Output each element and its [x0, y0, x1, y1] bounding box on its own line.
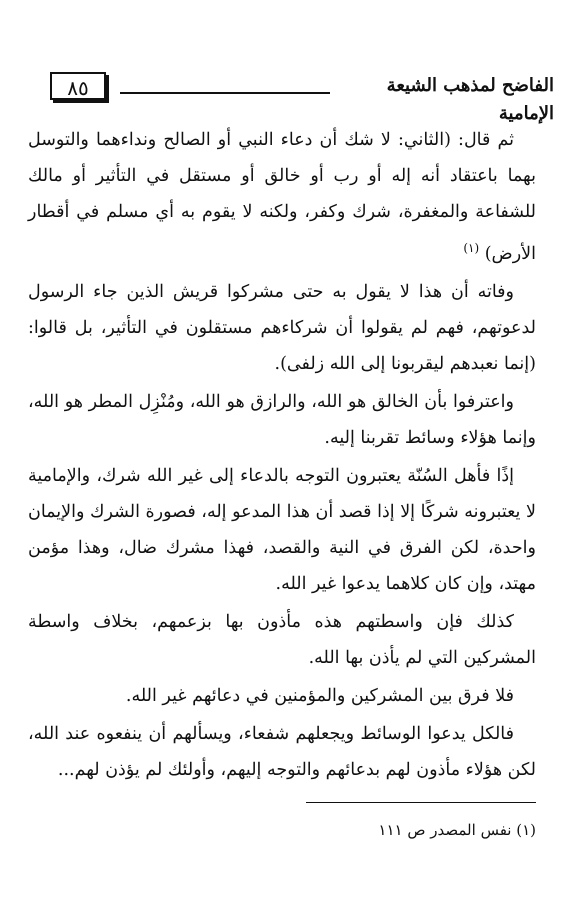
footnote: (١) نفس المصدر ص ١١١	[378, 821, 536, 839]
body-text	[28, 122, 536, 790]
paragraph-4: إذًا فأهل السُنّة يعتبرون التوجه بالدعاء إلى غير الله شرك، والإمامية لا يعتبرونه شركًا إلا إذا قصد أن هذا المدعو إله، فصورة الشرك والإيمان واحدة، لكن الفرق في النية والقصد، فهذا مشرك ضال، وهذا مؤمن مهتد، وإن كان كلاهما يدعوا غير الله.	[28, 465, 536, 594]
footnote-divider	[306, 802, 536, 803]
paragraph-2: وفاته أن هذا لا يقول به حتى مشركوا قريش الذين جاء الرسول لدعوتهم، فهم لم يقولوا أن شركاءهم مستقلون في التأثير، بل قالوا: (إنما نعبدهم ليقربونا إلى الله زلفى).	[28, 281, 536, 374]
paragraph-3: واعترفوا بأن الخالق هو الله، والرازق هو الله، ومُنْزِل المطر هو الله، وإنما هؤلاء وسائط تقربنا إليه.	[28, 391, 536, 448]
paragraph-5: كذلك فإن واسطتهم هذه مأذون بها بزعمهم، بخلاف واسطة المشركين التي لم يأذن بها الله.	[28, 611, 536, 668]
page-number: ٨٥	[50, 72, 106, 100]
running-title: الفاضح لمذهب الشيعة الإمامية	[386, 75, 554, 124]
paragraph-1	[28, 122, 536, 272]
paragraph-6: فلا فرق بين المشركين والمؤمنين في دعائهم غير الله.	[125, 685, 514, 706]
page-header	[50, 72, 554, 124]
paragraph-7: فالكل يدعوا الوسائط ويجعلهم شفعاء، ويسألهم أن ينفعوه عند الله، لكن هؤلاء مأذون لهم بدعائهم والتوجه إليهم، وأولئك لم يؤذن لهم...	[28, 723, 536, 780]
paragraph-1-text: ثم قال: (الثاني: لا شك أن دعاء النبي أو الصالح ونداءهما والتوسل بهما باعتقاد أنه إله أو رب أو خالق أو مستقل في التأثير أو مالك للشفاعة والمغفرة، شرك وكفر، ولكنه لا يقوم به أي مسلم في أقطار الأرض)	[28, 130, 536, 264]
footnote-reference: (١)	[463, 241, 480, 255]
header-rule	[120, 92, 330, 94]
